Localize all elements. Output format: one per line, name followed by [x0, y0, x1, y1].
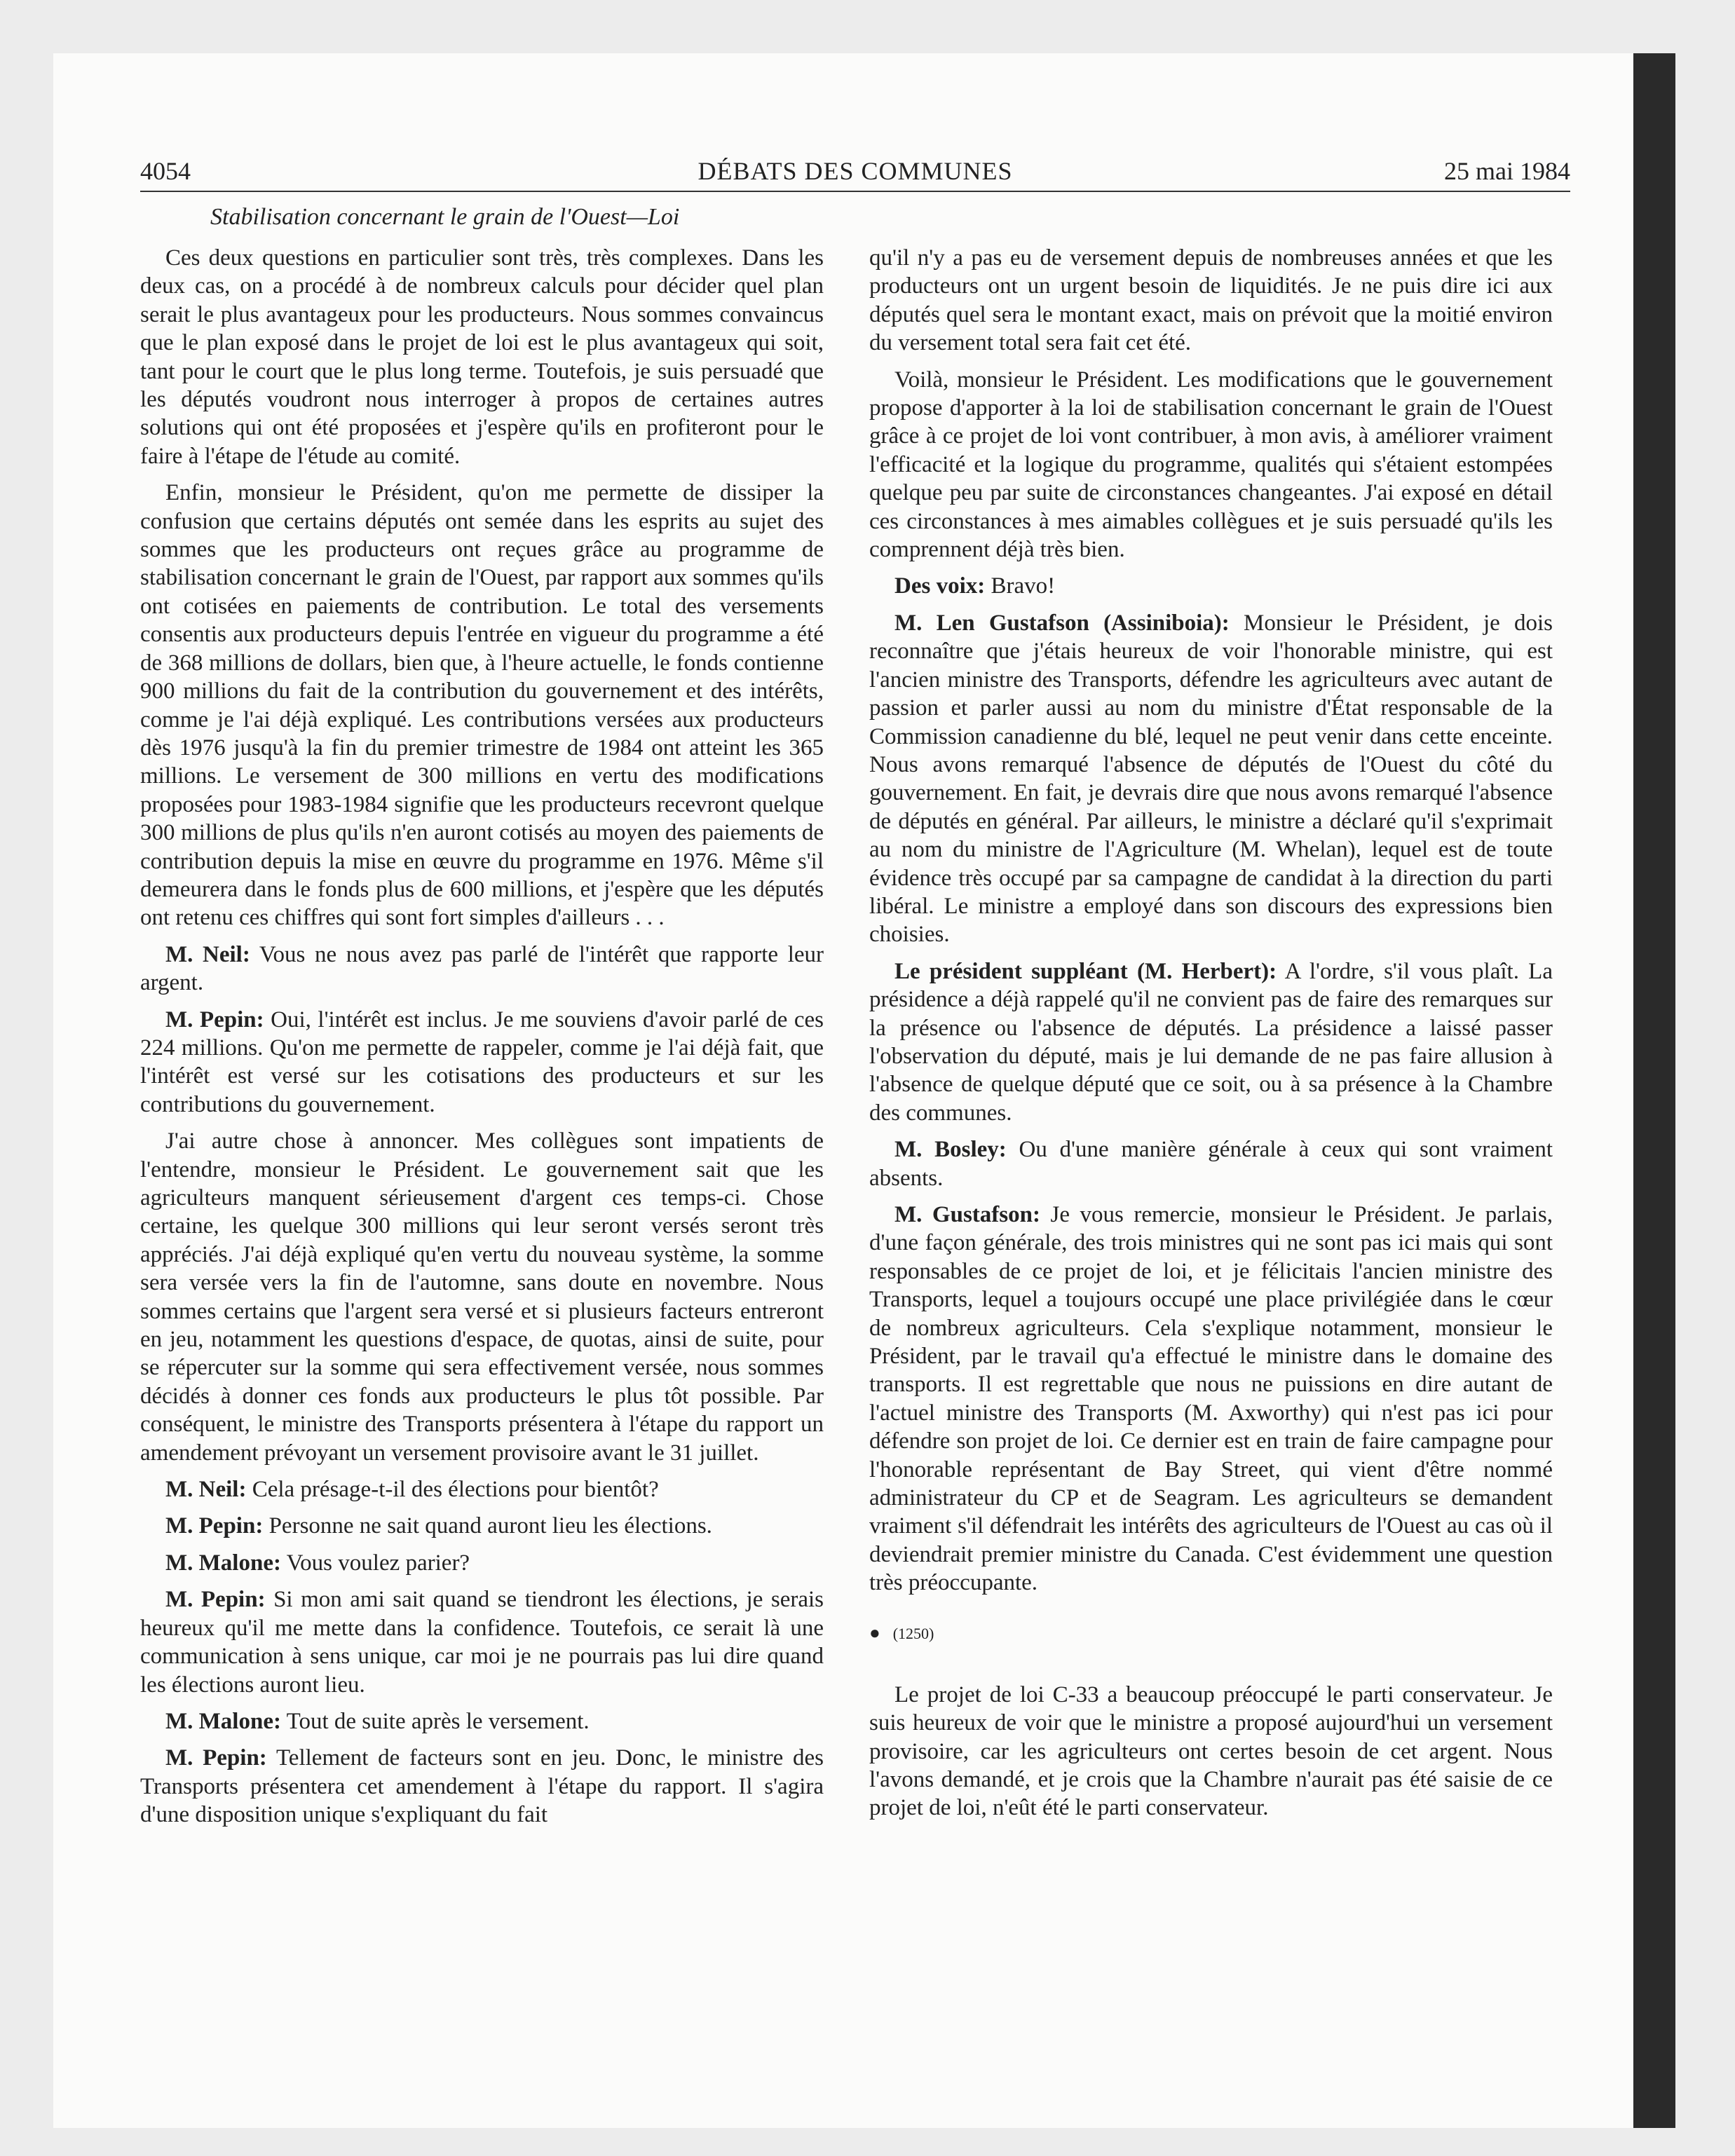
paragraph — [140, 1744, 824, 1829]
paragraph-text: A l'ordre, s'il vous plaît. La présidence a déjà rappelé qu'il ne convient pas de faire des remarques sur la présence ou l'absence de députés. La présidence a laissé passer l'observation du député, mais je lui demande de ne pas faire allusion à l'absence de quelque député que ce soit, ou à sa présence à la Chambre des communes. — [869, 958, 1553, 1126]
paragraph-text: Ces deux questions en particulier sont très, très complexes. Dans les deux cas, on a procédé à de nombreux calculs pour décider quel plan serait le plus avantageux pour les producteurs. Nous sommes convaincus que le plan exposé dans le projet de loi est le plus avantageux qui soit, tant pour le court que le plus long terme. Toutefois, je suis persuadé que les députés voudront nous interroger à propos de certaines autres solutions qui ont été proposées et j'espère qu'ils en profiteront pour le faire à l'étape de l'étude au comité. — [140, 245, 824, 469]
right-column — [869, 244, 1553, 1831]
paragraph-text: Tout de suite après le versement. — [286, 1708, 590, 1734]
paragraph — [869, 609, 1553, 949]
paragraph — [140, 244, 824, 470]
paragraph — [140, 1585, 824, 1699]
time-marker — [869, 1623, 1553, 1644]
speaker-name: M. Pepin: — [165, 1513, 264, 1539]
paragraph-text: Vous voulez parier? — [286, 1550, 470, 1576]
scan-edge-bar — [1633, 53, 1675, 2128]
paragraph-text: Bravo! — [991, 573, 1056, 599]
speaker-name: Des voix: — [894, 573, 986, 599]
paragraph — [140, 941, 824, 997]
page-header — [140, 156, 1570, 192]
paragraph-text: Je vous remercie, monsieur le Président. Je parlais, d'une façon générale, des trois ministres qui ne sont pas ici mais qui sont responsables de ce projet de loi, et je félicitais l'ancien ministre des Transports, lequel a toujours occupé une place privilégiée dans le cœur de nombreux agriculteurs. Cela s'explique notamment, monsieur le Président, par le travail qu'a effectué le ministre dans le domaine des transports. Il est regrettable que nous ne puissions en dire autant de l'actuel ministre des Transports (M. Axworthy) qui n'est pas ici pour défendre son projet de loi. Ce dernier est en train de faire campagne pour l'honorable représentant de Bay Street, qui vient d'être nommé administrateur du CP et de Seagram. Les agriculteurs se demandent vraiment s'il défendrait les intérêts des agriculteurs de l'Ouest au cas où il deviendrait premier ministre du Canada. C'est évidemment une question très préoccupante. — [869, 1202, 1553, 1596]
paragraph — [869, 366, 1553, 564]
speaker-name: M. Bosley: — [894, 1137, 1007, 1163]
paragraph — [140, 1127, 824, 1467]
paragraph-text: Cela présage-t-il des élections pour bientôt? — [252, 1477, 659, 1503]
paragraph — [869, 1201, 1553, 1597]
paragraph-text: Le projet de loi C-33 a beaucoup préoccupé le parti conservateur. Je suis heureux de voir que le ministre a proposé aujourd'hui un versement provisoire, car les agriculteurs ont certes besoin de cet argent. Nous l'avons demandé, et je crois que la Chambre n'aurait pas été saisie de ce projet de loi, n'eût été le parti conservateur. — [869, 1681, 1553, 1821]
left-column — [140, 244, 824, 1838]
bullet-icon: ● — [869, 1622, 880, 1643]
speaker-name: M. Gustafson: — [894, 1202, 1040, 1227]
paragraph — [869, 572, 1553, 600]
paragraph-text: Si mon ami sait quand se tiendront les élections, je serais heureux qu'il me mette dans la confidence. Toutefois, ce serait là une communication à sens unique, car moi je ne pourrais pas lui dire quand les élections auront lieu. — [140, 1587, 824, 1698]
time-marker-label: (1250) — [892, 1624, 934, 1642]
publication-title: DÉBATS DES COMMUNES — [698, 157, 1013, 185]
paragraph-text: Voilà, monsieur le Président. Les modifications que le gouvernement propose d'apporter à la loi de stabilisation concernant le grain de l'Ouest grâce à ce projet de loi vont contribuer, à mon avis, à améliorer vraiment l'efficacité et la logique du programme, qualités qui s'étaient estompées quelque peu par suite de circonstances changeantes. J'ai exposé en détail ces circonstances à mes aimables collègues et je suis persuadé qu'ils les comprennent déjà très bien. — [869, 367, 1553, 563]
paragraph — [140, 1512, 824, 1540]
paragraph — [140, 1549, 824, 1577]
paragraph-text: Oui, l'intérêt est inclus. Je me souviens d'avoir parlé de ces 224 millions. Qu'on me permette de rappeler, comme je l'ai déjà fait, que l'intérêt est versé sur les cotisations des producteurs et sur les contributions du gouvernement. — [140, 1007, 824, 1117]
paragraph — [140, 1006, 824, 1119]
paragraph-text: Ou d'une manière générale à ceux qui sont vraiment absents. — [869, 1137, 1553, 1191]
paragraph — [869, 1681, 1553, 1822]
paragraph — [140, 479, 824, 932]
publication-date: 25 mai 1984 — [1444, 157, 1570, 185]
paragraph — [869, 244, 1553, 357]
running-title: Stabilisation concernant le grain de l'Ouest—Loi — [210, 204, 680, 230]
speaker-name: Le président suppléant (M. Herbert): — [894, 958, 1277, 984]
paragraph-text: Monsieur le Président, je dois reconnaître que j'étais heureux de voir l'honorable ministre, qui est l'ancien ministre des Transports, défendre les agriculteurs avec autant de passion et parler aussi au nom du ministre d'État responsable de la Commission canadienne du blé, lequel ne peut venir dans cette enceinte. Nous avons remarqué l'absence de députés de l'Ouest du côté du gouvernement. En fait, je devrais dire que nous avons remarqué l'absence de députés en général. Par ailleurs, le ministre a déclaré qu'il s'exprimait au nom du ministre de l'Agriculture (M. Whelan), lequel est de toute évidence très occupé par sa campagne de candidat à la direction du parti libéral. Le ministre a employé dans son discours des expressions bien choisies. — [869, 610, 1553, 948]
paragraph-text: Personne ne sait quand auront lieu les élections. — [268, 1513, 712, 1539]
speaker-name: M. Neil: — [165, 941, 250, 967]
speaker-name: M. Pepin: — [165, 1007, 264, 1032]
paragraph — [869, 957, 1553, 1127]
page-number: 4054 — [140, 157, 191, 185]
speaker-name: M. Len Gustafson (Assiniboia): — [894, 610, 1230, 636]
paragraph-text: Enfin, monsieur le Président, qu'on me permette de dissiper la confusion que certains députés ont semée dans les esprits au sujet des sommes que les producteurs ont reçues grâce au programme de stabilisation concernant le grain de l'Ouest, par rapport aux sommes qu'ils ont cotisées en paiements de contribution. Le total des versements consentis aux producteurs depuis l'entrée en vigueur du programme a été de 368 millions de dollars, bien que, à l'heure actuelle, le fonds contienne 900 millions du fait de la contribution du gouvernement et des intérêts, comme je l'ai déjà expliqué. Les contributions versées aux producteurs dès 1976 jusqu'à la fin du premier trimestre de 1984 ont atteint les 365 millions. Le versement de 300 millions en vertu des modifications proposées pour 1983-1984 signifie que les producteurs recevront quelque 300 millions de plus qu'ils n'en auront cotisés au moyen des paiements de contribution depuis la mise en œuvre du programme en 1976. Même s'il demeurera dans le fonds plus de 600 millions, et j'espère que les députés ont retenu ces chiffres qui sont fort simples d'ailleurs . . . — [140, 480, 824, 931]
paragraph — [140, 1475, 824, 1503]
paragraph-text: Tellement de facteurs sont en jeu. Donc, le ministre des Transports présentera cet amendement à l'étape du rapport. Il s'agira d'une disposition unique s'expliquant du fait — [140, 1745, 824, 1828]
speaker-name: M. Neil: — [165, 1477, 247, 1503]
speaker-name: M. Malone: — [165, 1550, 281, 1576]
right-column-text — [869, 244, 1553, 1597]
paragraph — [869, 1135, 1553, 1192]
paragraph-text: J'ai autre chose à annoncer. Mes collègues sont impatients de l'entendre, monsieur le Président. Le gouvernement sait que les agriculteurs manquent sérieusement d'argent ces temps-ci. Chose certaine, les quelque 300 millions qui leur seront versés seront très appréciés. J'ai déjà expliqué qu'en vertu du nouveau système, la somme sera versée vers la fin de l'automne, sans doute en novembre. Nous sommes certains que l'argent sera versé et si plusieurs facteurs entreront en jeu, notamment les questions d'espace, de quotas, ainsi de suite, pour se répercuter sur la somme qui sera effectivement versée, nous sommes décidés à donner ces fonds aux producteurs le plus tôt possible. Par conséquent, le ministre des Transports présentera à l'étape du rapport un amendement prévoyant un versement provisoire avant le 31 juillet. — [140, 1128, 824, 1466]
right-column-text-continued — [869, 1681, 1553, 1822]
speaker-name: M. Pepin: — [165, 1745, 267, 1771]
paragraph — [140, 1707, 824, 1735]
paragraph-text: Vous ne nous avez pas parlé de l'intérêt que rapporte leur argent. — [140, 941, 824, 996]
paragraph-text: qu'il n'y a pas eu de versement depuis de nombreuses années et que les producteurs ont un urgent besoin de liquidités. Je ne puis dire ici aux députés quel sera le montant exact, mais on prévoit que la moitié environ du versement total sera fait cet été. — [869, 245, 1553, 356]
speaker-name: M. Pepin: — [165, 1587, 266, 1613]
speaker-name: M. Malone: — [165, 1708, 281, 1734]
